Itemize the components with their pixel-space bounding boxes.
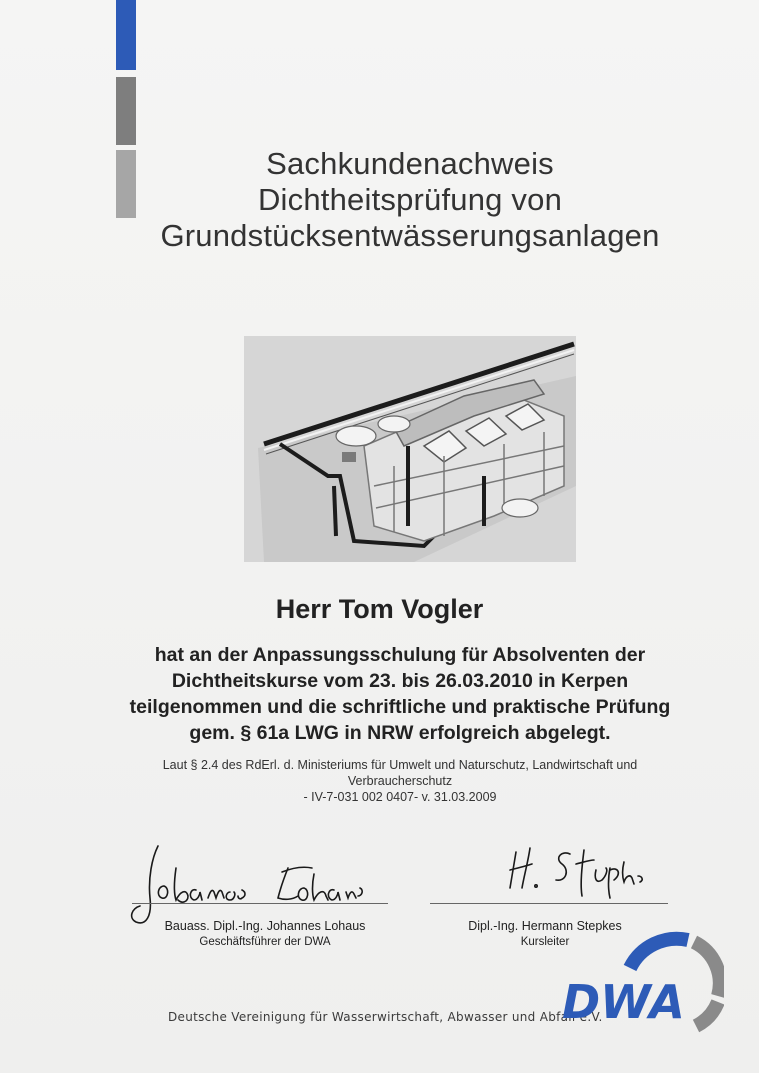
organization-footer: Deutsche Vereinigung für Wasserwirtschaft, Abwasser und Abfall e.V. — [168, 1010, 603, 1024]
certificate-statement — [120, 642, 680, 746]
dwa-logo — [558, 928, 724, 1034]
legal-line-2: Verbraucherschutz — [347, 774, 453, 788]
recipient-name: Herr Tom Vogler — [275, 594, 484, 624]
title-line-3: Grundstücksentwässerungsanlagen — [160, 218, 660, 253]
legal-line-1: Laut § 2.4 des RdErl. d. Ministeriums für Umwelt und Naturschutz, Landwirtschaft und — [162, 758, 638, 772]
legal-line-3: - IV-7-031 002 0407- v. 31.03.2009 — [303, 790, 497, 804]
signature-line-right — [430, 903, 668, 904]
statement-line-4: gem. § 61a LWG in NRW erfolgreich abgelegt. — [189, 722, 611, 744]
accent-bar-blue — [116, 0, 136, 70]
signatory-left-name: Bauass. Dipl.-Ing. Johannes Lohaus — [164, 919, 366, 933]
dwa-logo-text: DWA — [562, 975, 685, 1029]
signatory-right-name: Dipl.-Ing. Hermann Stepkes — [468, 919, 622, 933]
drainage-illustration — [244, 336, 576, 562]
accent-bar-light-gray — [116, 150, 136, 218]
signatory-left-role: Geschäftsführer der DWA — [199, 936, 331, 948]
title-line-1: Sachkundenachweis — [266, 146, 554, 181]
statement-line-2: Dichtheitskurse vom 23. bis 26.03.2010 in Kerpen — [171, 670, 629, 692]
certificate-title — [140, 146, 680, 254]
title-line-2: Dichtheitsprüfung von — [257, 182, 563, 217]
legal-reference — [150, 757, 650, 805]
statement-line-3: teilgenommen und die schriftliche und praktische Prüfung — [129, 696, 671, 718]
signatory-right-role: Kursleiter — [520, 936, 570, 948]
signature-hermann-stepkes — [500, 840, 660, 902]
signatory-left — [150, 918, 380, 950]
signature-johannes-lohaus — [118, 838, 378, 930]
statement-line-1: hat an der Anpassungsschulung für Absolventen der — [154, 644, 646, 666]
signature-line-left — [132, 903, 388, 904]
accent-bar-dark-gray — [116, 77, 136, 145]
